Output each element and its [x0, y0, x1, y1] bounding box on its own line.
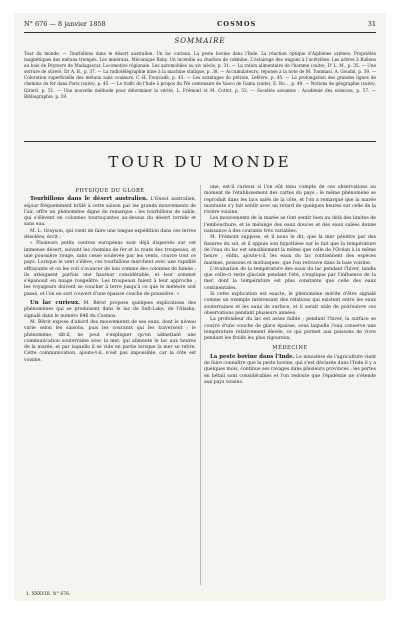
right-column [204, 185, 376, 386]
paragraph: M. L. Grayson, qui vient de faire une longue expédition dans ces terres désolées, écrit : [24, 228, 196, 241]
paragraph: L'évaluation de la température des eaux du lac pendant l'hiver, tandis que celle-ci reste glaciale pendant l'été, s'explique par l'influence de la mer, dont la température est plus constante que celle des eaux continentales. [204, 266, 376, 291]
page-number: 31 [367, 20, 376, 28]
subheading-tourbillons: Tourbillons dans le désert australien. [30, 196, 148, 203]
subheading-peste: La peste bovine dans l'Inde. [210, 353, 295, 360]
column-divider [200, 185, 201, 585]
paragraph: une, est-il curieux si l'on eût tenu compte de ces observations au moment de l'établissement des cartes du pays ; le même phénomène se reproduit dans les lacs salés de la côte, et l'on a remarqué que la marée montante s'y fait sentir avec un retard de quelques heures sur celle de la rivière voisine. [204, 185, 376, 216]
paragraph: M. Frémont suppose, et il nous le dit, que la mer pénètre par des fissures du sol, et il appuie son hypothèse sur le fait que la température de l'eau du lac est sensiblement la même que celle de l'Océan à la même heure ; enfin, ajoute-t-il, les eaux du lac contiennent des espèces marines, poissons et mollusques, que l'on retrouve dans la baie voisine. [204, 235, 376, 266]
summary-rule [24, 141, 376, 142]
journal-name: COSMOS [217, 20, 257, 28]
paragraph: Les mouvements de la marée se font sentir bien au delà des limites de l'embouchure, et le mélange des eaux douces et des eaux salées donne naissance à des courants très variables. [204, 216, 376, 235]
footer-signature: 1. XXXVIII. N° 676. [26, 592, 71, 597]
paragraph: M. Bérot expose d'abord des mouvements de ses eaux, dont le niveau varie selon les saisons, puis les courants qui les traversent ; le phénomène, dit-il, ne peut s'expliquer qu'en admettant une communication souterraine avec la mer, qui alimente le lac aux heures de la marée, et par laquelle il se vide en partie lorsque la mer se retire. Cette communication, ajoute-t-il, n'est pas impossible, car la côte est voisine. [24, 319, 196, 363]
section-heading-medecine: MÉDECINE [272, 345, 308, 352]
paragraph: M. Bérot propose quelques explications des phénomènes qui se produisent dans le lac de Salt-Lake, de l'Alaska, signalé dans le numéro 646 du Cosmos. [24, 301, 196, 319]
left-column [24, 185, 196, 364]
summary-title: SOMMAIRE [174, 37, 226, 45]
header-rule [24, 32, 376, 33]
running-head [24, 19, 376, 29]
issue-number: N° 676 — 8 janvier 1858 [24, 20, 106, 28]
subheading-lac: Un lac curieux. [30, 300, 80, 307]
section-heading-physique: PHYSIQUE DU GLOBE [75, 188, 145, 194]
paragraph: Si cette explication est exacte, le phénomène mérite d'être signalé comme un exemple intéressant des relations qui existent entre les eaux souterraines et les eaux de surface, et il serait utile de poursuivre ces observations pendant plusieurs années. [204, 292, 376, 316]
section-title: TOUR DU MONDE [108, 153, 292, 171]
paragraph: L'Ouest australien, séjour fréquemment brûlé à cette saison par les grands mouvements de l'air, offre un phénomène digne de remarque : les tourbillons de sable, qui s'élèvent en colonnes tournoyantes au-dessus du désert torride et sans eau. [24, 197, 196, 228]
summary-text: Tour du monde. — Tourbillons dans le désert australien. Un lac curieux. La peste bovine dans l'Inde. La réaction optique d'Aiphénes uréines. Propriétés magnétiques des métaux trempés. Les minéraux. Mécanique Baby. Un incendie au charbon de cokmine. L'éclairage des wagons à l'acétylène. Les arbres à Ballons au bois de Peyrecrs de Madagascar. Locomotive régionale. Les automobiles au xiv siècle, p. 31. — La ration alimentaire de l'homme (suite), D' L. M., p. 35. — Une serrure de sûreté, Dr A. B., p. 37. — La radiotélégraphie mise à la machine statique, p. 38. — Accumulateurs, réponse à la note de M. Tommasi, A. Goudal, p. 39. — Coloration superficielle des métaux sans couleurs, C.-H. Fourcadé, p. 43. — Les avantages du pétrole, Lefèvre, p. 45. — La prolongation des grandes lignes de chemins de fer dans Paris (suite), p. 45. — Le trafic de l'Inde à propos du IVe centenaire de Vasco de Gama (suite), E. Bo..., p. 49. — Notions de géographie (suite), Girard, p. 51. — Une nouvelle méthode pour déterminer la vérité, L. Frémont et M. Cottet, p. 53. — Sociétés savantes : Académie des sciences, p. 57. — Bibliographie, p. 59. [24, 51, 376, 99]
paragraph: Le ministère de l'agriculture vient de faire connaître que la peste bovine, qui s'est déclarée dans l'Inde il y a quelques mois, continue ses ravages dans plusieurs provinces ; les pertes en bétail sont considérables et l'on redoute que l'épidémie ne s'étende aux pays voisins. [204, 354, 376, 385]
paragraph: La profondeur du lac est assez faible ; pendant l'hiver, la surface se couvre d'une couche de glace épaisse, sous laquelle l'eau conserve une température relativement élevée, ce qui permet aux poissons de vivre pendant les froids les plus rigoureux. [204, 317, 376, 342]
journal-page [14, 13, 386, 601]
paragraph: « Plusieurs petits centres européens sont déjà dispersés sur cet immense désert, suivant les chemins de fer et la route des troupeaux, et une poussière rouge, sans cesse soulevée par les vents, couvre tout ce pays. Lorsque le vent s'élève, ces tourbillons marchent avec une rapidité effrayante et on les voit s'avancer de loin comme des colonnes de fumée ; ils atteignent parfois une hauteur considérable, et leur sommet s'épanouit en nuage rougeâtre. Les troupeaux fuient à leur approche ; les voyageurs doivent se coucher à terre jusqu'à ce que le météore soit passé, et l'on en sort couvert d'une épaisse couche de poussière. » [24, 241, 196, 297]
